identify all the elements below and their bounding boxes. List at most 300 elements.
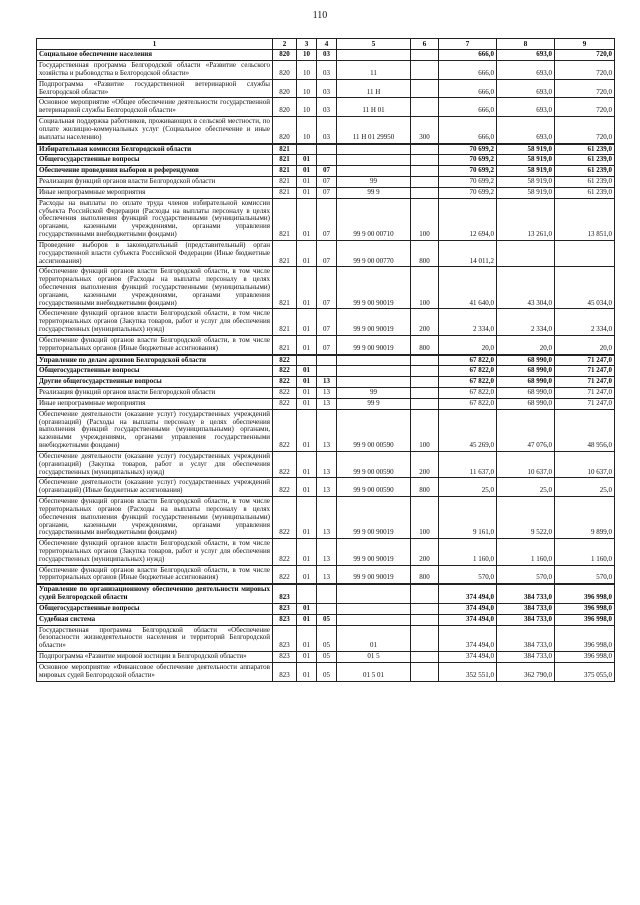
table-row — [37, 335, 615, 354]
amount-year-3: 13 851,0 — [555, 198, 615, 240]
expense-type-code: 800 — [411, 335, 439, 354]
table-row — [37, 198, 615, 240]
table-row — [37, 614, 615, 625]
target-article-code: 99 9 00 90019 — [337, 335, 411, 354]
section-code: 01 — [297, 539, 317, 565]
target-article-code: 99 9 00 90019 — [337, 497, 411, 539]
amount-year-1: 70 699,2 — [439, 187, 497, 198]
amount-year-1: 666,0 — [439, 98, 497, 117]
subsection-code: 05 — [317, 625, 337, 651]
amount-year-2: 20,0 — [497, 335, 555, 354]
section-code: 01 — [297, 335, 317, 354]
admin-code: 823 — [273, 625, 297, 651]
target-article-code: 11 Н 01 29950 — [337, 117, 411, 144]
table-row — [37, 539, 615, 565]
expense-type-code: 100 — [411, 409, 439, 451]
target-article-code: 99 9 00 00590 — [337, 409, 411, 451]
target-article-code — [337, 366, 411, 377]
amount-year-1: 67 822,0 — [439, 398, 497, 409]
subsection-code: 13 — [317, 388, 337, 399]
amount-year-2: 58 919,0 — [497, 155, 555, 166]
table-row — [37, 565, 615, 584]
column-header: 1 — [37, 39, 273, 50]
table-row — [37, 398, 615, 409]
table-row — [37, 61, 615, 80]
expense-type-code — [411, 652, 439, 663]
section-code: 01 — [297, 662, 317, 681]
admin-code: 821 — [273, 166, 297, 177]
row-name: Обеспечение функций органов власти Белгородской области, в том числе территориальных органов (Расходы на выплаты персоналу в целях обеспечения выполнения функций государственными (муниципальными) органами, казенными учреждениями, органами управления государственными внебюджетными фондами) — [37, 497, 273, 539]
amount-year-3: 570,0 — [555, 565, 615, 584]
table-row — [37, 603, 615, 614]
amount-year-1: 352 551,0 — [439, 662, 497, 681]
expense-type-code — [411, 155, 439, 166]
row-name: Основное мероприятие «Финансовое обеспечение деятельности аппаратов мировых судей Белгородской области» — [37, 662, 273, 681]
table-row — [37, 267, 615, 309]
admin-code: 821 — [273, 155, 297, 166]
section-code: 01 — [297, 478, 317, 497]
target-article-code: 99 9 00 90019 — [337, 539, 411, 565]
expense-type-code — [411, 366, 439, 377]
subsection-code: 07 — [317, 240, 337, 266]
row-name: Социальное обеспечение населения — [37, 50, 273, 61]
admin-code: 821 — [273, 198, 297, 240]
row-name: Обеспечение деятельности (оказание услуг) государственных учреждений (организаций) (Закупка товаров, работ и услуг для обеспечения государственных (муниципальных) нужд) — [37, 451, 273, 477]
amount-year-2: 693,0 — [497, 50, 555, 61]
target-article-code — [337, 50, 411, 61]
target-article-code: 01 — [337, 625, 411, 651]
subsection-code: 07 — [317, 198, 337, 240]
table-row — [37, 50, 615, 61]
subsection-code: 13 — [317, 565, 337, 584]
subsection-code: 07 — [317, 187, 337, 198]
amount-year-2: 693,0 — [497, 61, 555, 80]
amount-year-3: 48 956,0 — [555, 409, 615, 451]
expense-type-code — [411, 98, 439, 117]
row-name: Расходы на выплаты по оплате труда членов избирательной комиссии субъекта Российской Федерации (Расходы на выплаты персоналу в целях обеспечения выполнения функций государственными (муниципальными) органами, казенными учреждениями, органами управления государственными внебюджетными фондами) — [37, 198, 273, 240]
amount-year-3: 396 998,0 — [555, 614, 615, 625]
amount-year-3: 396 998,0 — [555, 625, 615, 651]
section-code: 01 — [297, 614, 317, 625]
target-article-code — [337, 144, 411, 155]
table-row — [37, 177, 615, 188]
section-code — [297, 144, 317, 155]
section-code: 01 — [297, 187, 317, 198]
amount-year-2: 58 919,0 — [497, 166, 555, 177]
subsection-code: 07 — [317, 166, 337, 177]
subsection-code — [317, 144, 337, 155]
amount-year-1: 9 161,0 — [439, 497, 497, 539]
admin-code: 822 — [273, 451, 297, 477]
amount-year-1: 70 699,2 — [439, 177, 497, 188]
row-name: Обеспечение деятельности (оказание услуг) государственных учреждений (организаций) (Расходы на выплаты персоналу в целях обеспечения выполнения функций государственными (муниципальными) органами, казенными учреждениями, органами управления государственными внебюджетными фондами) — [37, 409, 273, 451]
expense-type-code — [411, 177, 439, 188]
expense-type-code: 800 — [411, 565, 439, 584]
section-code: 01 — [297, 166, 317, 177]
amount-year-2: 47 076,0 — [497, 409, 555, 451]
header-row — [37, 39, 615, 50]
table-row — [37, 144, 615, 155]
subsection-code: 13 — [317, 451, 337, 477]
admin-code: 821 — [273, 335, 297, 354]
amount-year-2: 384 733,0 — [497, 625, 555, 651]
section-code: 01 — [297, 652, 317, 663]
admin-code: 821 — [273, 309, 297, 335]
admin-code: 822 — [273, 366, 297, 377]
row-name: Проведение выборов в законодательный (представительный) орган государственной власти субъекта Российской Федерации (Иные бюджетные ассигнования) — [37, 240, 273, 266]
table-row — [37, 117, 615, 144]
admin-code: 821 — [273, 144, 297, 155]
table-row — [37, 79, 615, 98]
admin-code: 822 — [273, 565, 297, 584]
amount-year-2: 693,0 — [497, 98, 555, 117]
expense-type-code: 300 — [411, 117, 439, 144]
amount-year-3: 25,0 — [555, 478, 615, 497]
table-row — [37, 409, 615, 451]
table-row — [37, 497, 615, 539]
amount-year-3: 1 160,0 — [555, 539, 615, 565]
table-row — [37, 355, 615, 366]
amount-year-1: 666,0 — [439, 50, 497, 61]
target-article-code — [337, 584, 411, 603]
section-code: 10 — [297, 61, 317, 80]
subsection-code: 07 — [317, 335, 337, 354]
target-article-code: 11 Н 01 — [337, 98, 411, 117]
section-code: 01 — [297, 177, 317, 188]
row-name: Обеспечение функций органов власти Белгородской области, в том числе территориальных органов (Закупка товаров, работ и услуг для обеспечения государственных (муниципальных) нужд) — [37, 539, 273, 565]
amount-year-1: 666,0 — [439, 61, 497, 80]
row-name: Избирательная комиссия Белгородской области — [37, 144, 273, 155]
table-row — [37, 388, 615, 399]
expense-type-code — [411, 355, 439, 366]
row-name: Подпрограмма «Развитие государственной ветеринарной службы Белгородской области» — [37, 79, 273, 98]
subsection-code: 13 — [317, 539, 337, 565]
amount-year-1: 666,0 — [439, 117, 497, 144]
target-article-code: 11 — [337, 61, 411, 80]
column-header: 6 — [411, 39, 439, 50]
section-code: 01 — [297, 409, 317, 451]
subsection-code: 13 — [317, 478, 337, 497]
amount-year-1: 67 822,0 — [439, 388, 497, 399]
admin-code: 822 — [273, 388, 297, 399]
amount-year-2: 362 790,0 — [497, 662, 555, 681]
amount-year-2: 384 733,0 — [497, 603, 555, 614]
admin-code: 822 — [273, 377, 297, 388]
amount-year-3: 20,0 — [555, 335, 615, 354]
section-code: 10 — [297, 98, 317, 117]
subsection-code: 03 — [317, 79, 337, 98]
subsection-code: 07 — [317, 309, 337, 335]
amount-year-3: 71 247,0 — [555, 366, 615, 377]
amount-year-2: 25,0 — [497, 478, 555, 497]
expense-type-code — [411, 388, 439, 399]
amount-year-1: 67 822,0 — [439, 355, 497, 366]
subsection-code: 03 — [317, 50, 337, 61]
subsection-code — [317, 355, 337, 366]
row-name: Обеспечение функций органов власти Белгородской области, в том числе территориальных органов (Иные бюджетные ассигнования) — [37, 335, 273, 354]
amount-year-2: 58 919,0 — [497, 177, 555, 188]
section-code: 10 — [297, 79, 317, 98]
budget-table — [36, 38, 615, 682]
row-name: Подпрограмма «Развитие мировой юстиции в Белгородской области» — [37, 652, 273, 663]
amount-year-3: 71 247,0 — [555, 398, 615, 409]
amount-year-3: 10 637,0 — [555, 451, 615, 477]
admin-code: 823 — [273, 584, 297, 603]
row-name: Государственная программа Белгородской области «Обеспечение безопасности жизнедеятельности населения и территорий Белгородской области» — [37, 625, 273, 651]
section-code — [297, 584, 317, 603]
row-name: Общегосударственные вопросы — [37, 603, 273, 614]
admin-code: 820 — [273, 79, 297, 98]
row-name: Судебная система — [37, 614, 273, 625]
column-header: 8 — [497, 39, 555, 50]
target-article-code: 99 9 00 00590 — [337, 478, 411, 497]
expense-type-code — [411, 50, 439, 61]
table-row — [37, 377, 615, 388]
table-row — [37, 98, 615, 117]
expense-type-code: 800 — [411, 478, 439, 497]
expense-type-code: 100 — [411, 497, 439, 539]
row-name: Реализация функций органов власти Белгородской области — [37, 388, 273, 399]
section-code: 01 — [297, 398, 317, 409]
table-row — [37, 240, 615, 266]
subsection-code: 07 — [317, 177, 337, 188]
target-article-code: 99 9 00 00770 — [337, 240, 411, 266]
expense-type-code — [411, 61, 439, 80]
amount-year-2: 693,0 — [497, 79, 555, 98]
subsection-code: 13 — [317, 398, 337, 409]
section-code: 01 — [297, 198, 317, 240]
target-article-code: 01 5 01 — [337, 662, 411, 681]
subsection-code: 05 — [317, 652, 337, 663]
row-name: Иные непрограммные мероприятия — [37, 187, 273, 198]
amount-year-3: 375 055,0 — [555, 662, 615, 681]
column-header: 7 — [439, 39, 497, 50]
amount-year-3: 720,0 — [555, 98, 615, 117]
amount-year-3: 45 034,0 — [555, 267, 615, 309]
section-code: 01 — [297, 388, 317, 399]
expense-type-code: 800 — [411, 240, 439, 266]
amount-year-1: 374 494,0 — [439, 614, 497, 625]
table-row — [37, 478, 615, 497]
amount-year-3: 396 998,0 — [555, 603, 615, 614]
expense-type-code — [411, 625, 439, 651]
expense-type-code: 200 — [411, 309, 439, 335]
amount-year-3: 61 239,0 — [555, 166, 615, 177]
target-article-code — [337, 155, 411, 166]
section-code: 01 — [297, 625, 317, 651]
section-code: 01 — [297, 603, 317, 614]
expense-type-code — [411, 166, 439, 177]
admin-code: 820 — [273, 50, 297, 61]
table-row — [37, 366, 615, 377]
amount-year-3: 9 899,0 — [555, 497, 615, 539]
amount-year-1: 67 822,0 — [439, 366, 497, 377]
amount-year-2: 68 990,0 — [497, 388, 555, 399]
table-row — [37, 451, 615, 477]
amount-year-2: 68 990,0 — [497, 366, 555, 377]
row-name: Общегосударственные вопросы — [37, 366, 273, 377]
amount-year-1: 2 334,0 — [439, 309, 497, 335]
amount-year-3: 720,0 — [555, 50, 615, 61]
expense-type-code: 100 — [411, 267, 439, 309]
amount-year-2: 58 919,0 — [497, 144, 555, 155]
subsection-code: 13 — [317, 377, 337, 388]
amount-year-2: 384 733,0 — [497, 584, 555, 603]
amount-year-2: 693,0 — [497, 117, 555, 144]
subsection-code: 03 — [317, 61, 337, 80]
amount-year-3: 396 998,0 — [555, 652, 615, 663]
subsection-code: 13 — [317, 409, 337, 451]
amount-year-2: 68 990,0 — [497, 377, 555, 388]
target-article-code: 99 9 00 90019 — [337, 565, 411, 584]
amount-year-1: 570,0 — [439, 565, 497, 584]
row-name: Управление по организационному обеспечению деятельности мировых судей Белгородской области — [37, 584, 273, 603]
expense-type-code — [411, 614, 439, 625]
amount-year-1: 14 011,2 — [439, 240, 497, 266]
column-header: 3 — [297, 39, 317, 50]
section-code: 01 — [297, 451, 317, 477]
admin-code: 821 — [273, 177, 297, 188]
target-article-code — [337, 377, 411, 388]
amount-year-2: 68 990,0 — [497, 398, 555, 409]
amount-year-2: 58 919,0 — [497, 187, 555, 198]
amount-year-1: 12 694,0 — [439, 198, 497, 240]
amount-year-1: 374 494,0 — [439, 652, 497, 663]
admin-code: 822 — [273, 409, 297, 451]
admin-code: 821 — [273, 267, 297, 309]
target-article-code — [337, 355, 411, 366]
amount-year-1: 45 269,0 — [439, 409, 497, 451]
subsection-code: 03 — [317, 98, 337, 117]
amount-year-2: 43 304,0 — [497, 267, 555, 309]
column-header: 4 — [317, 39, 337, 50]
expense-type-code: 200 — [411, 539, 439, 565]
amount-year-1: 41 640,0 — [439, 267, 497, 309]
admin-code: 823 — [273, 652, 297, 663]
admin-code: 820 — [273, 98, 297, 117]
admin-code: 822 — [273, 539, 297, 565]
section-code: 01 — [297, 565, 317, 584]
section-code: 10 — [297, 50, 317, 61]
page-number: 110 — [312, 10, 328, 21]
amount-year-3: 61 239,0 — [555, 187, 615, 198]
row-name: Обеспечение функций органов власти Белгородской области, в том числе территориальных органов (Закупка товаров, работ и услуг для обеспечения государственных (муниципальных) нужд) — [37, 309, 273, 335]
amount-year-3: 720,0 — [555, 117, 615, 144]
amount-year-1: 25,0 — [439, 478, 497, 497]
row-name: Государственная программа Белгородской области «Развитие сельского хозяйства и рыбоводства в Белгородской области» — [37, 61, 273, 80]
target-article-code: 01 5 — [337, 652, 411, 663]
amount-year-2: 570,0 — [497, 565, 555, 584]
amount-year-1: 70 699,2 — [439, 144, 497, 155]
section-code: 01 — [297, 155, 317, 166]
amount-year-3: 61 239,0 — [555, 177, 615, 188]
row-name: Управление по делам архивов Белгородской области — [37, 355, 273, 366]
expense-type-code: 100 — [411, 198, 439, 240]
section-code: 01 — [297, 267, 317, 309]
admin-code: 820 — [273, 61, 297, 80]
expense-type-code — [411, 603, 439, 614]
row-name: Основное мероприятие «Общее обеспечение деятельности государственной ветеринарной службы Белгородской области» — [37, 98, 273, 117]
admin-code: 823 — [273, 614, 297, 625]
amount-year-1: 1 160,0 — [439, 539, 497, 565]
amount-year-2: 10 637,0 — [497, 451, 555, 477]
amount-year-3: 71 247,0 — [555, 377, 615, 388]
expense-type-code — [411, 187, 439, 198]
target-article-code: 99 — [337, 177, 411, 188]
amount-year-2: 1 160,0 — [497, 539, 555, 565]
target-article-code: 99 9 — [337, 187, 411, 198]
expense-type-code — [411, 79, 439, 98]
amount-year-1: 374 494,0 — [439, 584, 497, 603]
admin-code: 823 — [273, 603, 297, 614]
row-name: Обеспечение деятельности (оказание услуг) государственных учреждений (организаций) (Иные бюджетные ассигнования) — [37, 478, 273, 497]
amount-year-1: 70 699,2 — [439, 155, 497, 166]
admin-code: 821 — [273, 240, 297, 266]
amount-year-3: 71 247,0 — [555, 388, 615, 399]
target-article-code: 99 9 — [337, 398, 411, 409]
amount-year-3: 720,0 — [555, 79, 615, 98]
target-article-code: 11 Н — [337, 79, 411, 98]
row-name: Обеспечение функций органов власти Белгородской области, в том числе территориальных органов (Иные бюджетные ассигнования) — [37, 565, 273, 584]
target-article-code — [337, 614, 411, 625]
subsection-code — [317, 366, 337, 377]
expense-type-code — [411, 584, 439, 603]
amount-year-2: 384 733,0 — [497, 614, 555, 625]
row-name: Иные непрограммные мероприятия — [37, 398, 273, 409]
section-code — [297, 355, 317, 366]
admin-code: 821 — [273, 187, 297, 198]
column-header: 5 — [337, 39, 411, 50]
admin-code: 822 — [273, 478, 297, 497]
section-code: 01 — [297, 377, 317, 388]
subsection-code: 05 — [317, 662, 337, 681]
amount-year-1: 374 494,0 — [439, 625, 497, 651]
subsection-code: 05 — [317, 614, 337, 625]
admin-code: 822 — [273, 355, 297, 366]
subsection-code: 07 — [317, 267, 337, 309]
column-header: 2 — [273, 39, 297, 50]
target-article-code: 99 9 00 90019 — [337, 267, 411, 309]
admin-code: 820 — [273, 117, 297, 144]
target-article-code — [337, 603, 411, 614]
expense-type-code — [411, 144, 439, 155]
section-code: 01 — [297, 497, 317, 539]
amount-year-3: 71 247,0 — [555, 355, 615, 366]
target-article-code: 99 9 00 90019 — [337, 309, 411, 335]
table-row — [37, 652, 615, 663]
admin-code: 823 — [273, 662, 297, 681]
table-row — [37, 155, 615, 166]
admin-code: 822 — [273, 398, 297, 409]
subsection-code: 03 — [317, 117, 337, 144]
section-code: 01 — [297, 309, 317, 335]
amount-year-1: 67 822,0 — [439, 377, 497, 388]
expense-type-code — [411, 398, 439, 409]
amount-year-2: 384 733,0 — [497, 652, 555, 663]
table-row — [37, 625, 615, 651]
amount-year-3 — [555, 240, 615, 266]
table-row — [37, 309, 615, 335]
amount-year-1: 374 494,0 — [439, 603, 497, 614]
row-name: Социальная поддержка работников, проживающих в сельской местности, по оплате жилищно-коммунальных услуг (Социальное обеспечение и иные выплаты населению) — [37, 117, 273, 144]
section-code: 10 — [297, 117, 317, 144]
amount-year-3: 720,0 — [555, 61, 615, 80]
target-article-code — [337, 166, 411, 177]
subsection-code — [317, 603, 337, 614]
row-name: Обеспечение функций органов власти Белгородской области, в том числе территориальных органов (Расходы на выплаты персоналу в целях обеспечения выполнения функций государственными (муниципальными) органами, казенными учреждениями, органами управления государственными внебюджетными фондами) — [37, 267, 273, 309]
subsection-code — [317, 155, 337, 166]
subsection-code: 13 — [317, 497, 337, 539]
